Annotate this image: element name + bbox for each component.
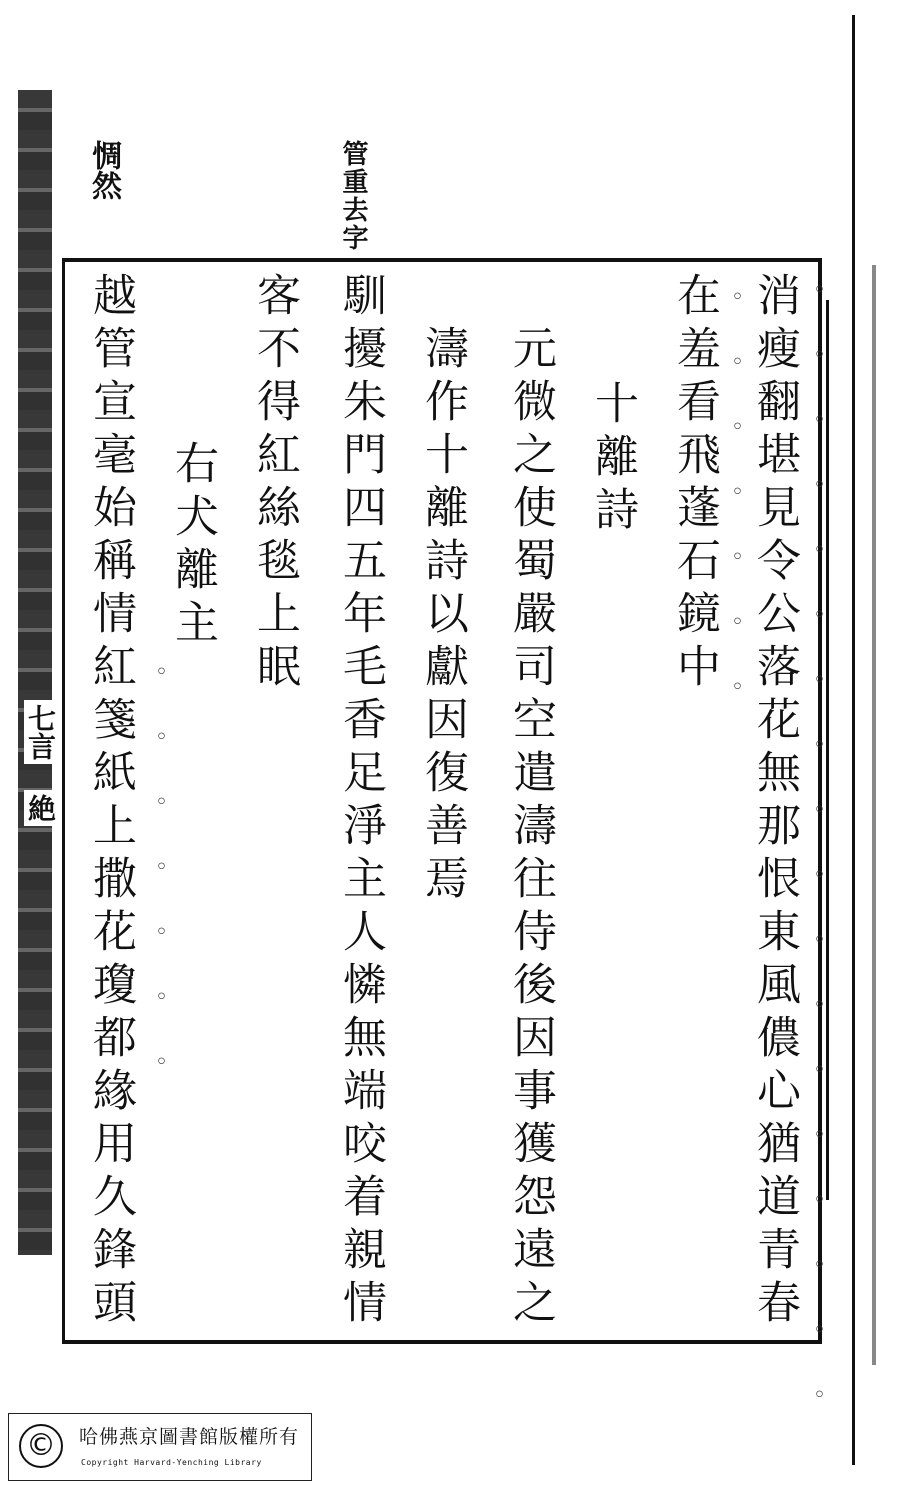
text-column-heading: 十離詩 xyxy=(587,380,638,539)
text-column-7: 客不得紅絲毯上眠 xyxy=(249,272,300,696)
page-edge-line xyxy=(852,15,855,1465)
emphasis-marks-col2: ◦◦◦◦◦◦◦ xyxy=(725,285,750,740)
text-column-5: 濤作十離詩以獻因復善焉 xyxy=(417,325,468,908)
text-column-1: 消瘦翻堪見令公落花無那恨東風儂心猶道青春 xyxy=(749,272,800,1332)
binding-edge xyxy=(18,90,52,1255)
spine-label-form: 絶 xyxy=(24,790,56,826)
text-column-4: 元微之使蜀嚴司空遣濤往侍後因事獲怨遠之 xyxy=(505,325,556,1332)
emphasis-marks-col9: ◦◦◦◦◦◦◦ xyxy=(149,660,174,1115)
frame-bottom-rule xyxy=(62,1340,822,1344)
text-column-title: 右犬離主 xyxy=(167,440,218,652)
copyright-notice-chinese: 哈佛燕京圖書館版權所有 xyxy=(79,1426,300,1448)
emphasis-marks-col1: ◦◦◦◦◦◦◦◦◦◦◦◦◦◦◦◦◦◦ xyxy=(807,278,832,1448)
frame-top-rule xyxy=(62,258,822,262)
margin-note-left: 惆然 xyxy=(86,140,121,200)
frame-left-rule xyxy=(62,258,65,1344)
copyright-notice-english: Copyright Harvard-Yenching Library xyxy=(81,1458,262,1467)
spine-label-genre: 七言 xyxy=(24,700,56,764)
page-edge-shadow xyxy=(872,265,876,1365)
text-column-6: 馴擾朱門四五年毛香足淨主人憐無端咬着親情 xyxy=(335,272,386,1332)
copyright-box xyxy=(8,1413,312,1481)
text-column-9: 越管宣毫始稱情紅箋紙上撒花瓊都緣用久鋒頭 xyxy=(85,272,136,1332)
text-column-2: 在羞看飛蓬石鏡中 xyxy=(669,272,720,696)
copyright-icon: © xyxy=(19,1424,63,1468)
margin-note-top: 管重去字 xyxy=(338,140,368,252)
